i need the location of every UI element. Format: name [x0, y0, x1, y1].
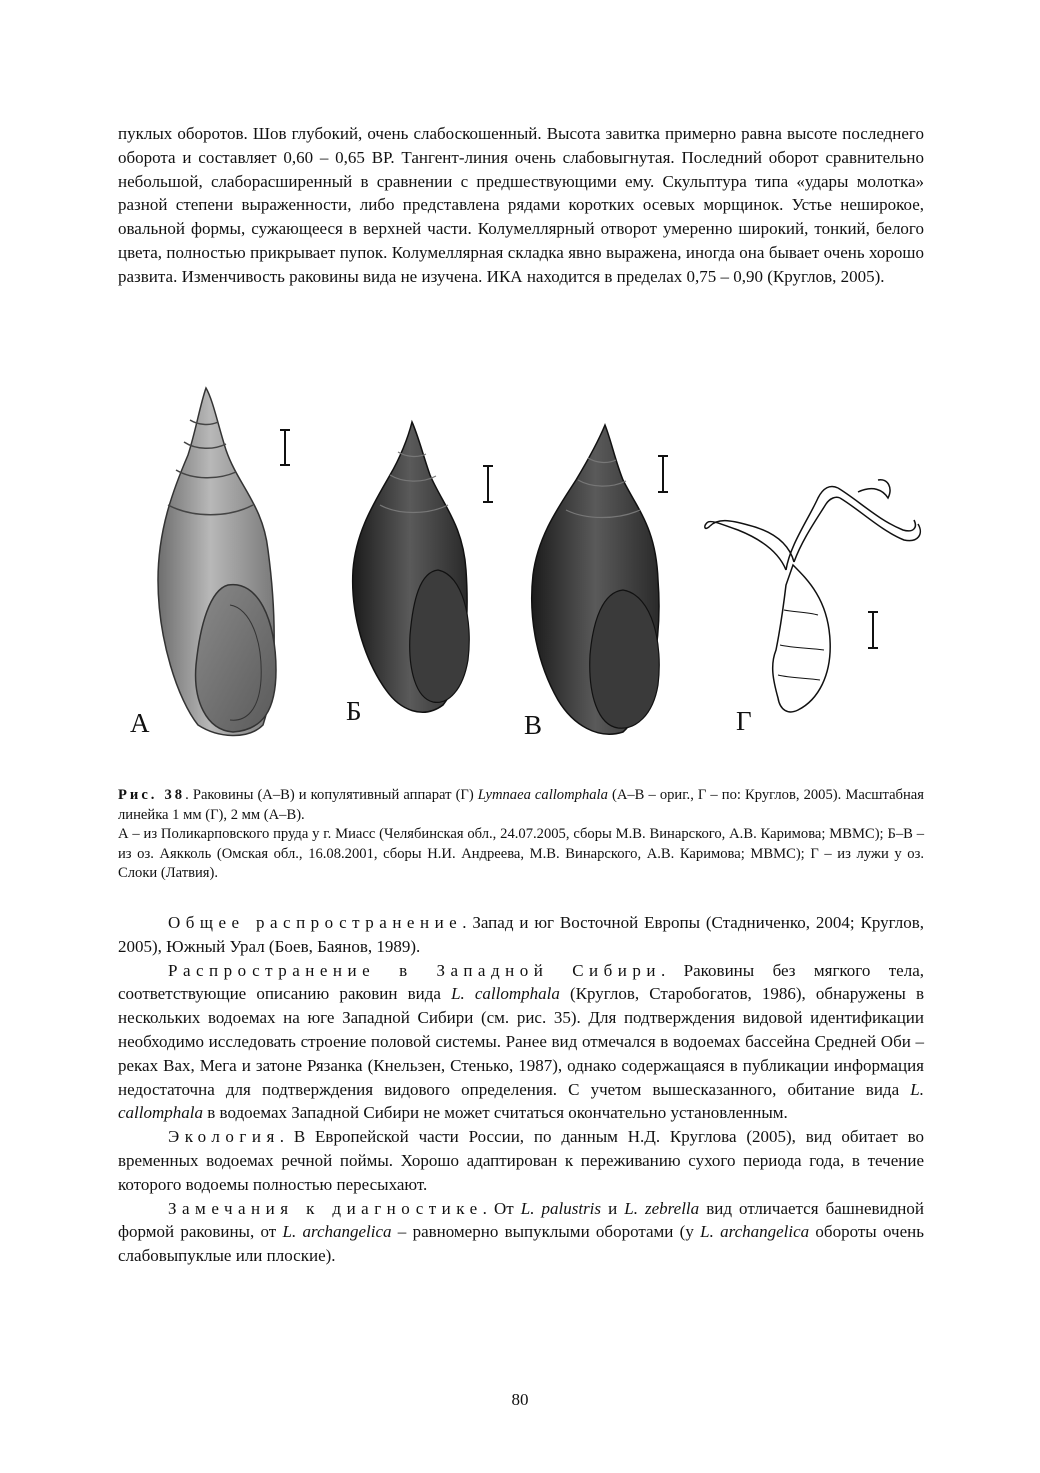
panel-label-v: В — [524, 710, 543, 740]
species-name: L. callomphala — [451, 984, 560, 1004]
panel-label-g: Г — [736, 706, 752, 736]
heading-general-distribution: Общее распространение — [168, 913, 463, 932]
caption-text-a: . Раковины (А–В) и копулятивный аппарат (Г) — [185, 787, 478, 803]
caption-text-b: (А–В – ориг., Г – по: Круглов, 2005). Масштабная линейка 1 мм (Г), 2 мм (А–В). — [118, 787, 924, 823]
page-number: 80 — [511, 1390, 529, 1409]
text-notes-3: вид отличается башневидной формой раковины, от — [118, 1198, 924, 1242]
text-notes-1: . От — [482, 1198, 521, 1218]
paragraph-general-distribution — [118, 911, 924, 959]
shell-v — [532, 425, 660, 734]
panel-label-b: Б — [346, 696, 362, 726]
main-text-block — [118, 911, 924, 1268]
caption-species: Lymnaea callomphala — [477, 787, 608, 803]
shell-figure — [118, 380, 924, 780]
text-notes-2: и — [601, 1198, 625, 1218]
caption-fig-label: Рис. 38 — [118, 787, 186, 803]
text-west-siberia-1: . Раковины без мягкого тела, соответствующие описанию раковин вида — [118, 960, 925, 1004]
species-name: L. archangelica — [282, 1222, 392, 1242]
text-general-distribution: . Запад и юг Восточной Европы (Стадниченко, 2004; Круглов, 2005), Южный Урал (Боев, Баянов, 1989). — [118, 913, 924, 956]
species-name: L. callomphala — [118, 1079, 924, 1123]
text-west-siberia-2: (Круглов, Старобогатов, 1986), обнаружены в нескольких водоемах на юге Западной Сибири (см. рис. 35). Для подтверждения видовой идентификации необходимо исследовать строение половой системы. Ранее вид отмечался в водоемах бассейна Средней Оби – реках Вах, Мега и затоне Рязанка (Кнельзен, Стенько, 1987), однако содержащаяся в публикации информация недостаточна для подтверждения видового определения. С учетом вышесказанного, обитание вида — [118, 984, 924, 1099]
figure-38 — [118, 380, 924, 780]
scale-bar-g — [868, 612, 878, 648]
caption-line-1 — [118, 786, 924, 825]
top-paragraph: пуклых оборотов. Шов глубокий, очень слабоскошенный. Высота завитка примерно равна высоте последнего оборота и составляет 0,60 – 0,65 ВР. Тангент-линия очень слабовыгнутая. Последний оборот сравнительно небольшой, слаборасширенный в сравнении с предшествующими ему. Скульптура типа «удары молотка» разной степени выраженности, либо представлена рядами коротких осевых морщинок. Устье неширокое, овальной формы, сужающееся в верхней части. Колумеллярный отворот умеренно широкий, тонкий, белого цвета, полностью прикрывает пупок. Колумеллярная складка явно выражена, иногда она бывает очень хорошо развита. Изменчивость раковины вида не изучена. ИКА находится в пределах 0,75 – 0,90 (Круглов, 2005). — [118, 124, 924, 286]
text-west-siberia-3: в водоемах Западной Сибири не может считаться окончательно установленным. — [203, 1103, 788, 1123]
heading-ecology: Экология — [168, 1127, 280, 1147]
scale-bar-v — [658, 456, 668, 492]
panel-label-a: А — [130, 708, 150, 738]
text-ecology: . В Европейской части России, по данным Н.Д. Круглова (2005), вид обитает во временных водоемах речной поймы. Хорошо адаптирован к переживанию сухого периода года, в течение которого водоемы полностью пересыхают. — [118, 1127, 924, 1194]
shell-b — [353, 422, 470, 712]
copulatory-apparatus-g — [705, 480, 921, 712]
species-name: L. zebrella — [624, 1198, 700, 1218]
heading-west-siberia: Распространение в Западной Сибири — [168, 960, 661, 980]
top-text-block — [118, 122, 924, 289]
species-name: L. palustris — [520, 1198, 602, 1218]
shell-a — [158, 388, 276, 736]
scale-bar-a — [280, 430, 290, 465]
paragraph-ecology — [118, 1125, 924, 1196]
figure-caption — [118, 786, 924, 884]
caption-line-2: А – из Поликарповского пруда у г. Миасс (Челябинская обл., 24.07.2005, сборы М.В. Винарского, А.В. Каримова; МВМС); Б–В –из оз. Аякколь (Омская обл., 16.08.2001, сборы Н.И. Андреева, М.В. Винарского, А.В. Каримова; МВМС); Г – из лужи у оз. Слоки (Латвия). — [118, 826, 924, 881]
species-name: L. archangelica — [700, 1222, 810, 1242]
paragraph-west-siberia — [118, 959, 924, 1126]
text-notes-4: – равномерно выпуклыми оборотами (у — [391, 1222, 701, 1242]
scale-bar-b — [483, 466, 493, 502]
text-notes-5: обороты очень слабовыпуклые или плоские). — [118, 1222, 924, 1266]
paragraph-diagnostic-notes — [118, 1197, 924, 1268]
heading-diagnostic-notes: Замечания к диагностике — [168, 1198, 483, 1218]
